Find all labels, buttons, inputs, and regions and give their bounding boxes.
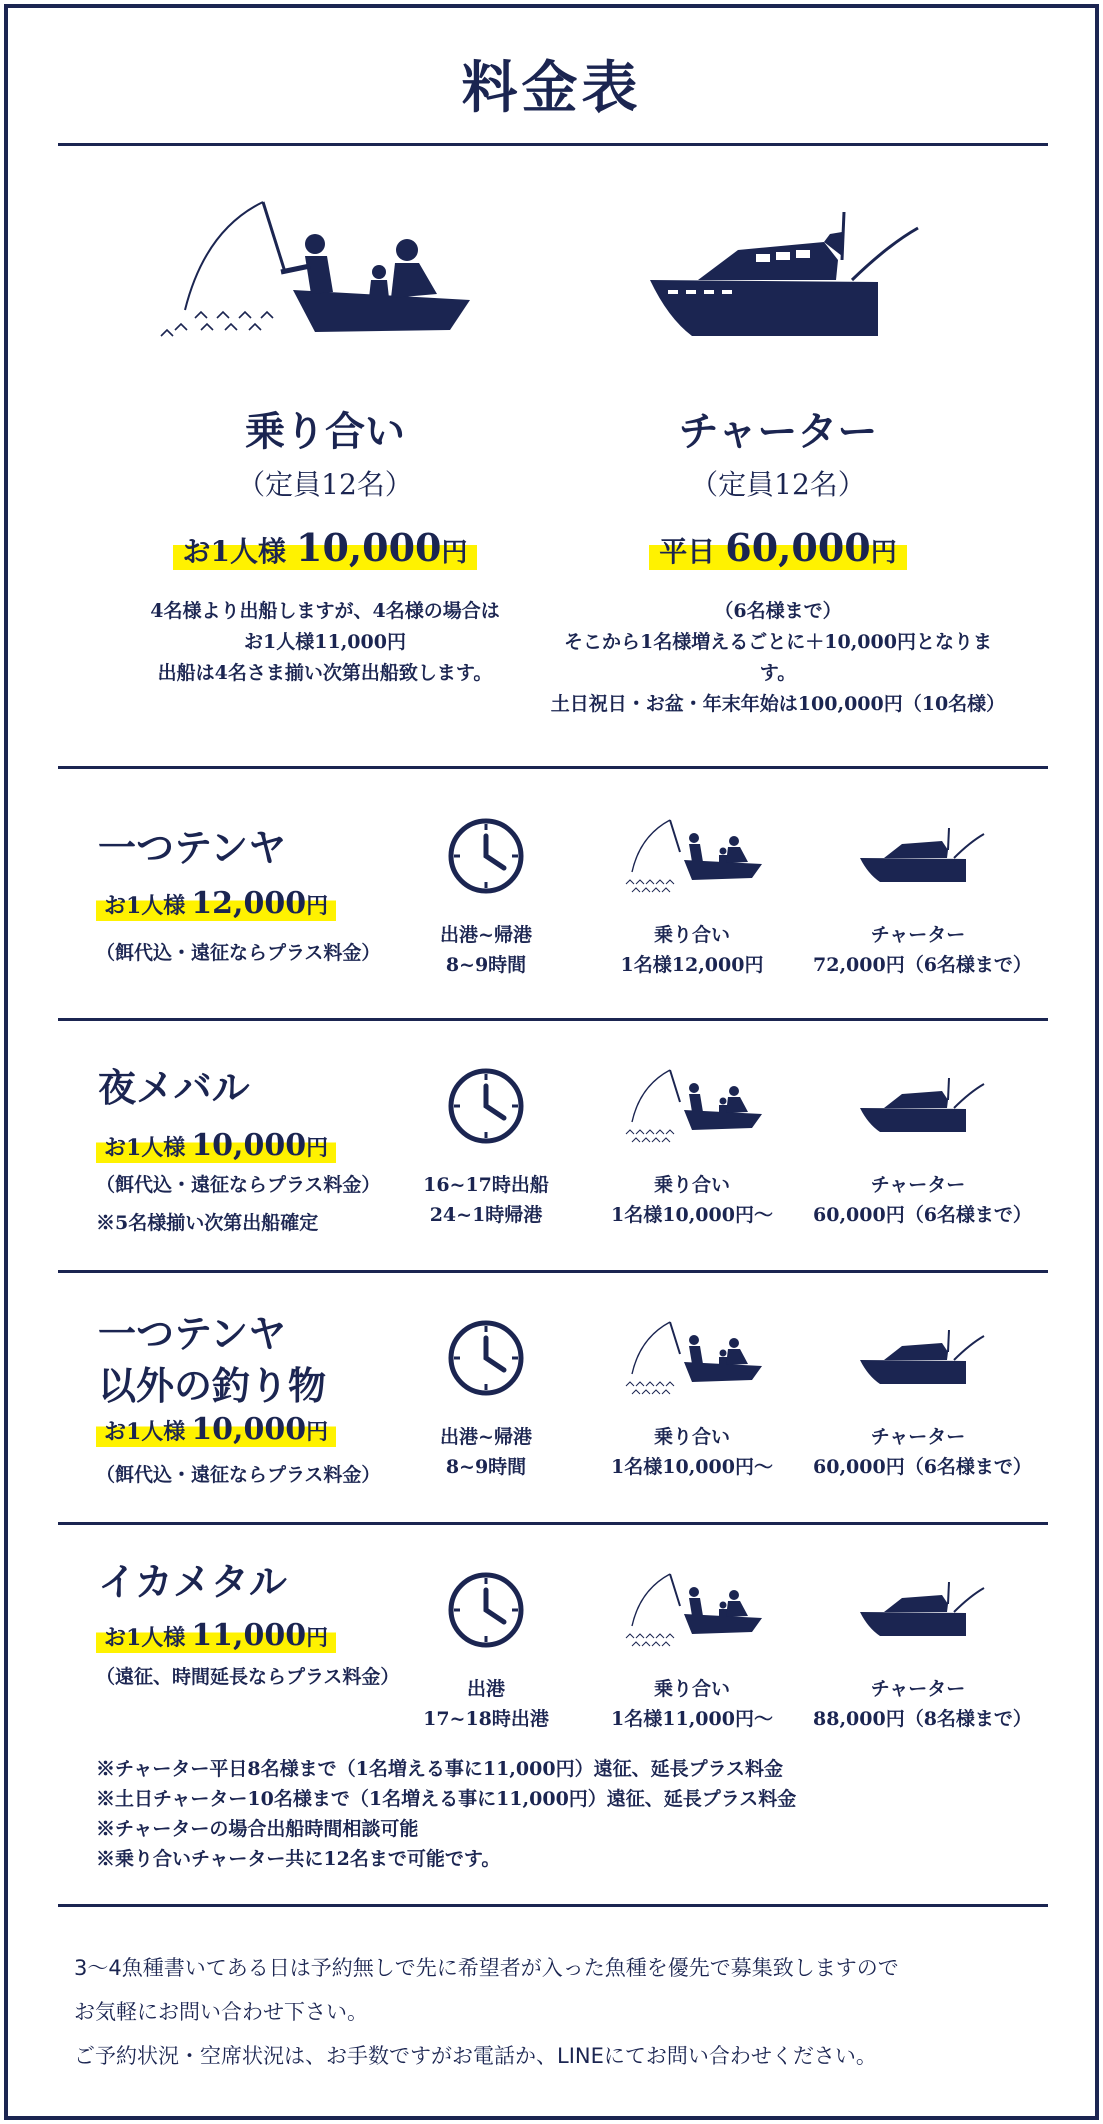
row-price: お1人様 10,000円 (96, 1412, 336, 1447)
plan-notes: （6名様まで） そこから1名様増えるごとに＋10,000円となります。 土日祝日・お盆・年末年始は100,000円（10名様） (550, 600, 1006, 715)
plan-name: 乗り合い (245, 408, 405, 455)
charter-column: チャーター 60,000円（6名様まで） (813, 1316, 1023, 1482)
charter-column: チャーター 60,000円（6名様まで） (813, 1064, 1023, 1230)
row-note: （餌代込・遠征ならプラス料金） (96, 1174, 381, 1196)
fishing-boat-icon (587, 814, 797, 898)
shared-column: 乗り合い 1名様10,000円～ (587, 1064, 797, 1230)
row-title: 夜メバル (98, 1065, 250, 1110)
footnotes: ※チャーター平日8名様まで（1名増える事に11,000円）遠征、延長プラス料金 ※土日チャーター10名様まで（1名増える事に11,000円）遠征、延長プラス料金 ※チャーターの場合出船時間相談可能 ※乗り合いチャーター共に12名まで可能です。 (96, 1758, 797, 1870)
cruiser-boat-icon (813, 1316, 1023, 1400)
fishing-boat-icon (587, 1316, 797, 1400)
divider (58, 1018, 1048, 1021)
shared-column: 乗り合い 1名様12,000円 (587, 814, 797, 980)
plan-capacity: （定員12名） (237, 468, 413, 501)
plan-capacity: （定員12名） (690, 468, 866, 501)
divider (58, 143, 1048, 146)
time-column: 出港 17~18時出港 (381, 1568, 591, 1734)
row-title: 以外の釣り物 (98, 1363, 327, 1408)
clock-icon (381, 814, 591, 898)
clock-icon (381, 1064, 591, 1148)
row-price: お1人様 12,000円 (96, 886, 336, 921)
clock-icon (381, 1316, 591, 1400)
row-title: 一つテンヤ (98, 825, 287, 870)
row-title: イカメタル (98, 1559, 287, 1604)
clock-icon (381, 1568, 591, 1652)
plan-shared (95, 190, 555, 689)
cruiser-boat-icon (813, 1064, 1023, 1148)
row-title: 一つテンヤ (98, 1311, 287, 1356)
divider (58, 766, 1048, 769)
price-row-mebaru (58, 1022, 1048, 1270)
cruiser-boat-icon (813, 1568, 1023, 1652)
price-row-ikametal (58, 1526, 1048, 1746)
plan-charter (548, 190, 1008, 720)
shared-column: 乗り合い 1名様11,000円～ (587, 1568, 797, 1734)
plan-name: チャーター (678, 408, 878, 455)
cruiser-boat-icon (813, 814, 1023, 898)
row-note: ※5名様揃い次第出船確定 (96, 1212, 319, 1234)
cruiser-boat-icon (548, 190, 1008, 380)
plan-price: 平日 60,000円 (649, 525, 906, 570)
fishing-boat-icon (587, 1064, 797, 1148)
divider (58, 1522, 1048, 1525)
page-title: 料金表 (461, 55, 642, 121)
row-note: （餌代込・遠征ならプラス料金） (96, 942, 381, 964)
time-column: 出港~帰港 8~9時間 (381, 1316, 591, 1482)
price-row-other (58, 1274, 1048, 1522)
divider (58, 1270, 1048, 1273)
plan-notes: 4名様より出船しますが、4名様の場合は お1人様11,000円 出船は4名さま揃い次第出船致します。 (150, 600, 500, 684)
plan-price: お1人様 10,000円 (173, 525, 478, 570)
fishing-boat-icon (95, 190, 555, 380)
fishing-boat-icon (587, 1568, 797, 1652)
charter-column: チャーター 72,000円（6名様まで） (813, 814, 1023, 980)
row-note: （餌代込・遠征ならプラス料金） (96, 1464, 381, 1486)
time-column: 16~17時出船 24~1時帰港 (381, 1064, 591, 1230)
charter-column: チャーター 88,000円（8名様まで） (813, 1568, 1023, 1734)
time-column: 出港~帰港 8~9時間 (381, 814, 591, 980)
row-note: （遠征、時間延長ならプラス料金） (96, 1666, 400, 1688)
closing-message: 3～4魚種書いてある日は予約無しで先に希望者が入った魚種を優先で募集致しますので お気軽にお問い合わせ下さい。 ご予約状況・空席状況は、お手数ですがお電話か、LINEにてお問い合わせください。 (74, 1956, 899, 2068)
row-price: お1人様 10,000円 (96, 1128, 336, 1163)
price-row-tenya (58, 770, 1048, 1018)
row-price: お1人様 11,000円 (96, 1618, 336, 1653)
divider (58, 1904, 1048, 1907)
shared-column: 乗り合い 1名様10,000円～ (587, 1316, 797, 1482)
